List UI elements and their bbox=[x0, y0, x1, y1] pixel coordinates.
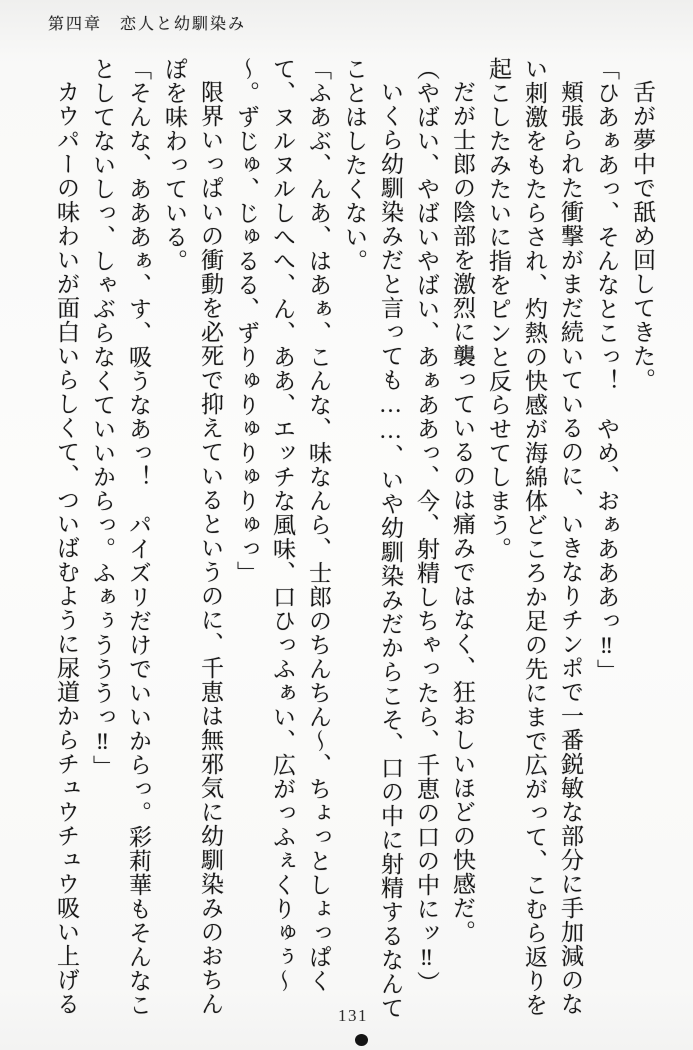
paragraph: 「ふあぶ、んあ、はあぁ、こんな、味なんら、士郎のちんちん～、ちょっとしょっぱくて、ヌルヌルしへへ、ん、ああ、エッチな風味、口ひっふぁい、広がっふぇくりゅぅ～～。ずじゅ、じゅるる、ずりゅりゅりゅりゅっ」 bbox=[234, 57, 331, 993]
paragraph: （やばい、やばいやばい、あぁああっ、今、射精しちゃったら、千恵の口の中にッ‼） bbox=[414, 57, 439, 995]
paragraph: カウパーの味わいが面白いらしくて、ついばむように尿道からチュウチュウ吸い上げる bbox=[54, 80, 79, 1016]
body-text bbox=[46, 57, 660, 1022]
chapter-heading: 第四章 恋人と幼馴染み bbox=[48, 16, 247, 33]
paragraph: 「ひあぁあっ、そんなとこっ！ やめ、おぁあああっ‼」 bbox=[594, 57, 619, 683]
paragraph: 限界いっぱいの衝動を必死で抑えているというのに、千恵は無邪気に幼馴染みのおちんぽを味わっている。 bbox=[162, 57, 223, 1016]
paragraph: いくら幼馴染みだと言っても……、いや幼馴染みだからこそ、口の中に射精するなんてことはしたくない。 bbox=[342, 57, 403, 1020]
page-number: 131 bbox=[338, 1006, 368, 1025]
page-mark-dot-icon bbox=[355, 1034, 368, 1046]
paragraph: 「そんな、あああぁ、す、吸うなあっ！ パイズリだけでいいからっ。彩莉華もそんなことしてないしっ、しゃぶらなくていいからっ。ふぁぅうううっ‼」 bbox=[90, 57, 151, 1017]
paragraph: 舌が夢中で舐め回してきた。 bbox=[630, 80, 655, 392]
paragraph: だが士郎の陰部を激烈に襲っているのは痛みではなく、狂おしいほどの快感だ。 bbox=[450, 80, 475, 944]
paragraph: 頬張られた衝撃がまだ続いているのに、いきなりチンポで一番鋭敏な部分に手加減のない刺激をもたらされ、灼熱の快感が海綿体どころか足の先にまで広がって、こむら返りを起こしたみたいに指をピンと反らせてしまう。 bbox=[486, 57, 583, 1017]
